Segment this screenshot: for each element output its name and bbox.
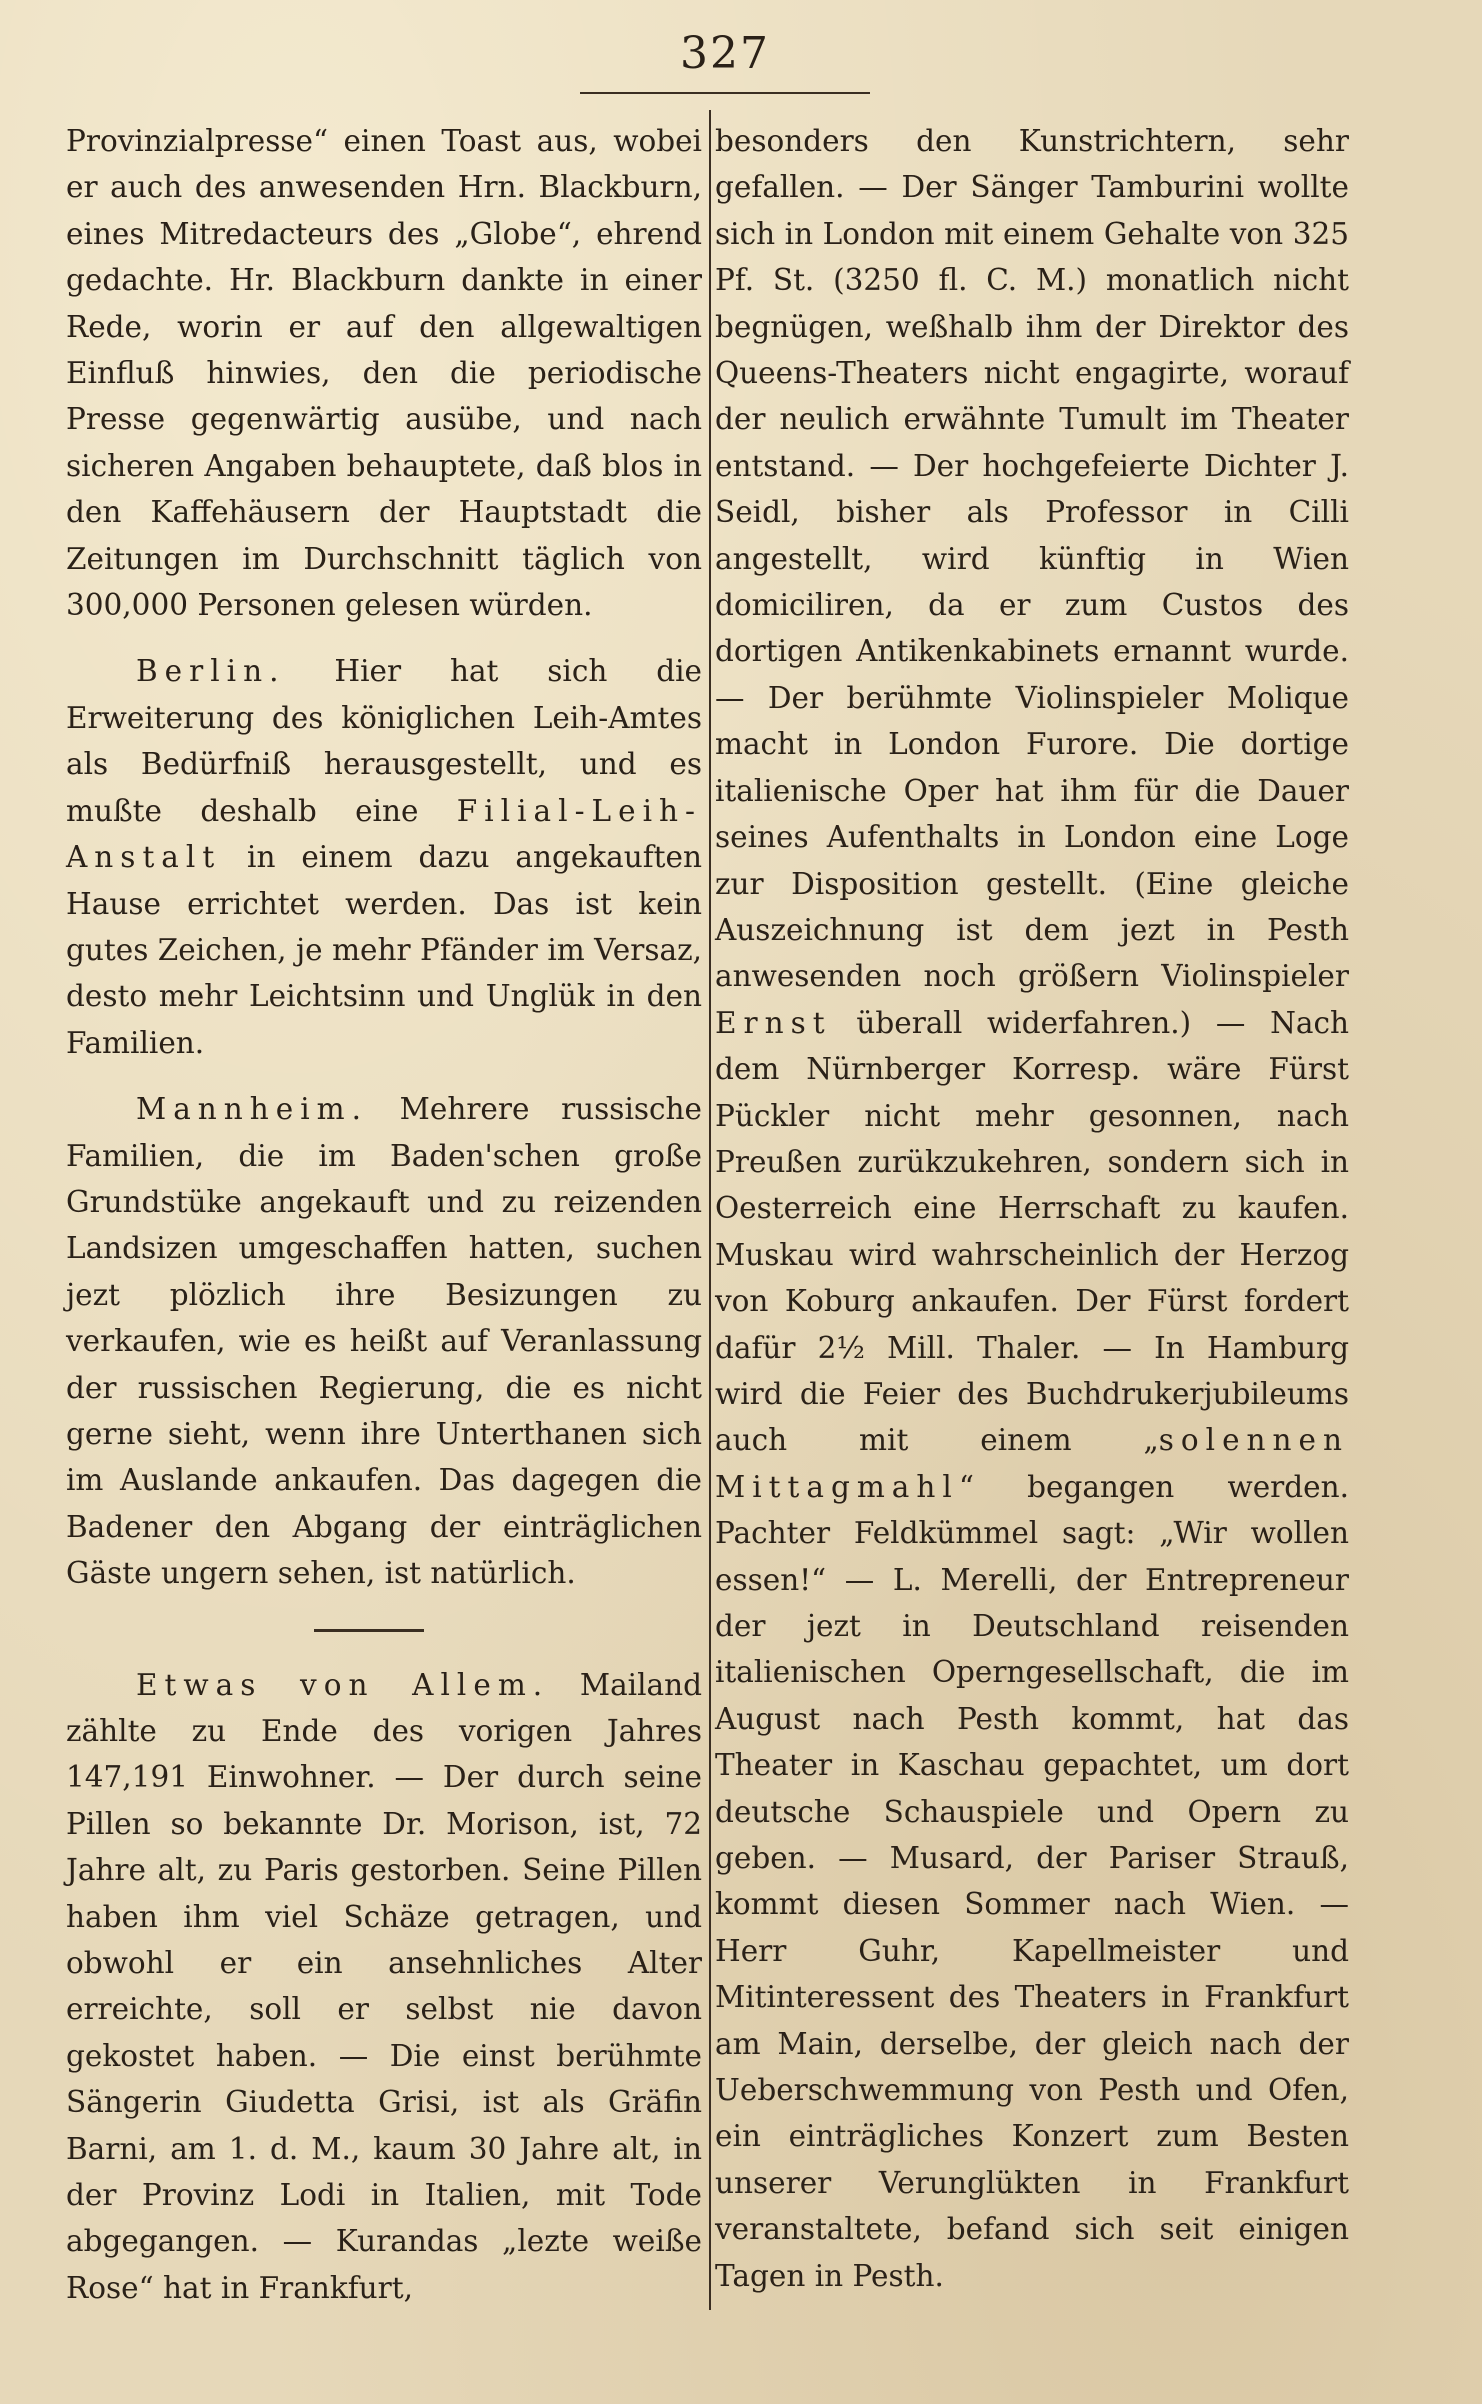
section-title-etwas-von-allem: Etwas von Allem. — [136, 1667, 550, 1702]
paragraph-text: überall widerfahren.) — Nach dem Nürnberger Korresp. wäre Fürst Pückler nicht mehr gesonnen, nach Preußen zurükzukehren, sondern sich in Oesterreich eine Herrschaft zu kaufen. Muskau wird wahrscheinlich der Herzog von Koburg ankaufen. Der Fürst fordert dafür 2½ Mill. Thaler. — In Hamburg wird die Feier des Buchdrukerjubileums auch mit einem „ — [715, 1005, 1349, 1458]
page-number: 327 — [680, 28, 770, 79]
paragraph-text: Provinzialpresse“ einen Toast aus, wobei er auch des anwesenden Hrn. Blackburn, eines Mitredacteurs des „Globe“, ehrend gedachte. Hr. Blackburn dankte in einer Rede, worin er auf den allgewaltigen Einfluß hinwies, den die periodische Presse gegenwärtig ausübe, und nach sicheren Angaben behauptete, daß blos in den Kaffehäusern der Hauptstadt die Zeitungen im Durchschnitt täglich von 300,000 Personen gelesen würden. — [66, 124, 702, 623]
paragraph-text: in einem dazu angekauften Hause errichtet werden. Das ist kein gutes Zeichen, je mehr Pfänder im Versaz, desto mehr Leichtsinn und Unglük in den Familien. — [66, 840, 702, 1060]
dateline-mannheim: Mannheim. — [136, 1092, 369, 1127]
emphasis-ernst: Ernst — [715, 1005, 832, 1040]
paragraph-berlin — [66, 648, 702, 1066]
paragraph-etwas-von-allem — [66, 1662, 702, 2312]
paragraph-text: “ begangen werden. Pachter Feldkümmel sagt: „Wir wollen essen!“ — L. Merelli, der Entrepreneur der jezt in Deutschland reisenden italienischen Operngesellschaft, die im August nach Pesth kommt, hat das Theater in Kaschau gepachtet, um dort deutsche Schauspiele und Opern zu geben. — Musard, der Pariser Strauß, kommt diesen Sommer nach Wien. — Herr Guhr, Kapellmeister und Mitinteressent des Theaters in Frankfurt am Main, derselbe, der gleich nach der Ueberschwemmung von Pesth und Ofen, ein einträgliches Konzert zum Besten unserer Verunglükten in Frankfurt veranstaltete, befand sich seit einigen Tagen in Pesth. — [715, 1469, 1349, 2293]
emphasis-solennen-mittagmahl: solennen Mittagmahl — [715, 1423, 1349, 1504]
paragraph-provinzialpresse — [66, 118, 702, 628]
paragraph-mannheim — [66, 1086, 702, 1596]
section-divider — [314, 1629, 424, 1632]
emphasis-filial-leih-anstalt: Filial-Leih-Anstalt — [66, 793, 702, 875]
paragraph-text: Mehrere russische Familien, die im Baden'schen große Grundstüke angekauft und zu reizenden Landsizen umgeschaffen hatten, suchen jezt plözlich ihre Besizungen zu verkaufen, wie es heißt auf Veranlassung der russischen Regierung, die es nicht gerne sieht, wenn ihre Unterthanen sich im Auslande ankaufen. Das dagegen die Badener den Abgang der einträglichen Gäste ungern sehen, ist natürlich. — [66, 1092, 702, 1591]
right-column — [715, 118, 1349, 2299]
paragraph-text: Mailand zählte zu Ende des vorigen Jahres 147,191 Einwohner. — Der durch seine Pillen so bekannte Dr. Morison, ist, 72 Jahre alt, zu Paris gestorben. Seine Pillen haben ihm viel Schäze getragen, und obwohl er ein ansehnliches Alter erreichte, soll er selbst nie davon gekostet haben. — Die einst berühmte Sängerin Giudetta Grisi, ist als Gräfin Barni, am 1. d. M., kaum 30 Jahre alt, in der Provinz Lodi in Italien, mit Tode abgegangen. — Kurandas „lezte weiße Rose“ hat in Frankfurt, — [66, 1667, 703, 2305]
paragraph-text: Hier hat sich die Erweiterung des königlichen Leih-Amtes als Bedürfniß herausgestellt, und es mußte deshalb eine — [66, 654, 702, 828]
header-rule — [580, 92, 870, 94]
left-column — [66, 118, 702, 2311]
paragraph-text: besonders den Kunstrichtern, sehr gefallen. — Der Sänger Tamburini wollte sich in London mit einem Gehalte von 325 Pf. St. (3250 fl. C. M.) monatlich nicht begnügen, weßhalb ihm der Direktor des Queens-Theaters nicht engagirte, worauf der neulich erwähnte Tumult im Theater entstand. — Der hochgefeierte Dichter J. Seidl, bisher als Professor in Cilli angestellt, wird künftig in Wien domiciliren, da er zum Custos des dortigen Antikenkabinets ernannt wurde. — Der berühmte Violinspieler Molique macht in London Furore. Die dortige italienische Oper hat ihm für die Dauer seines Aufenthalts in London eine Loge zur Disposition gestellt. (Eine gleiche Auszeichnung ist dem jezt in Pesth anwesenden noch größern Violinspieler — [715, 124, 1349, 994]
dateline-berlin: Berlin. — [136, 654, 286, 689]
column-divider — [709, 110, 711, 2310]
paragraph-continued — [715, 118, 1349, 2299]
